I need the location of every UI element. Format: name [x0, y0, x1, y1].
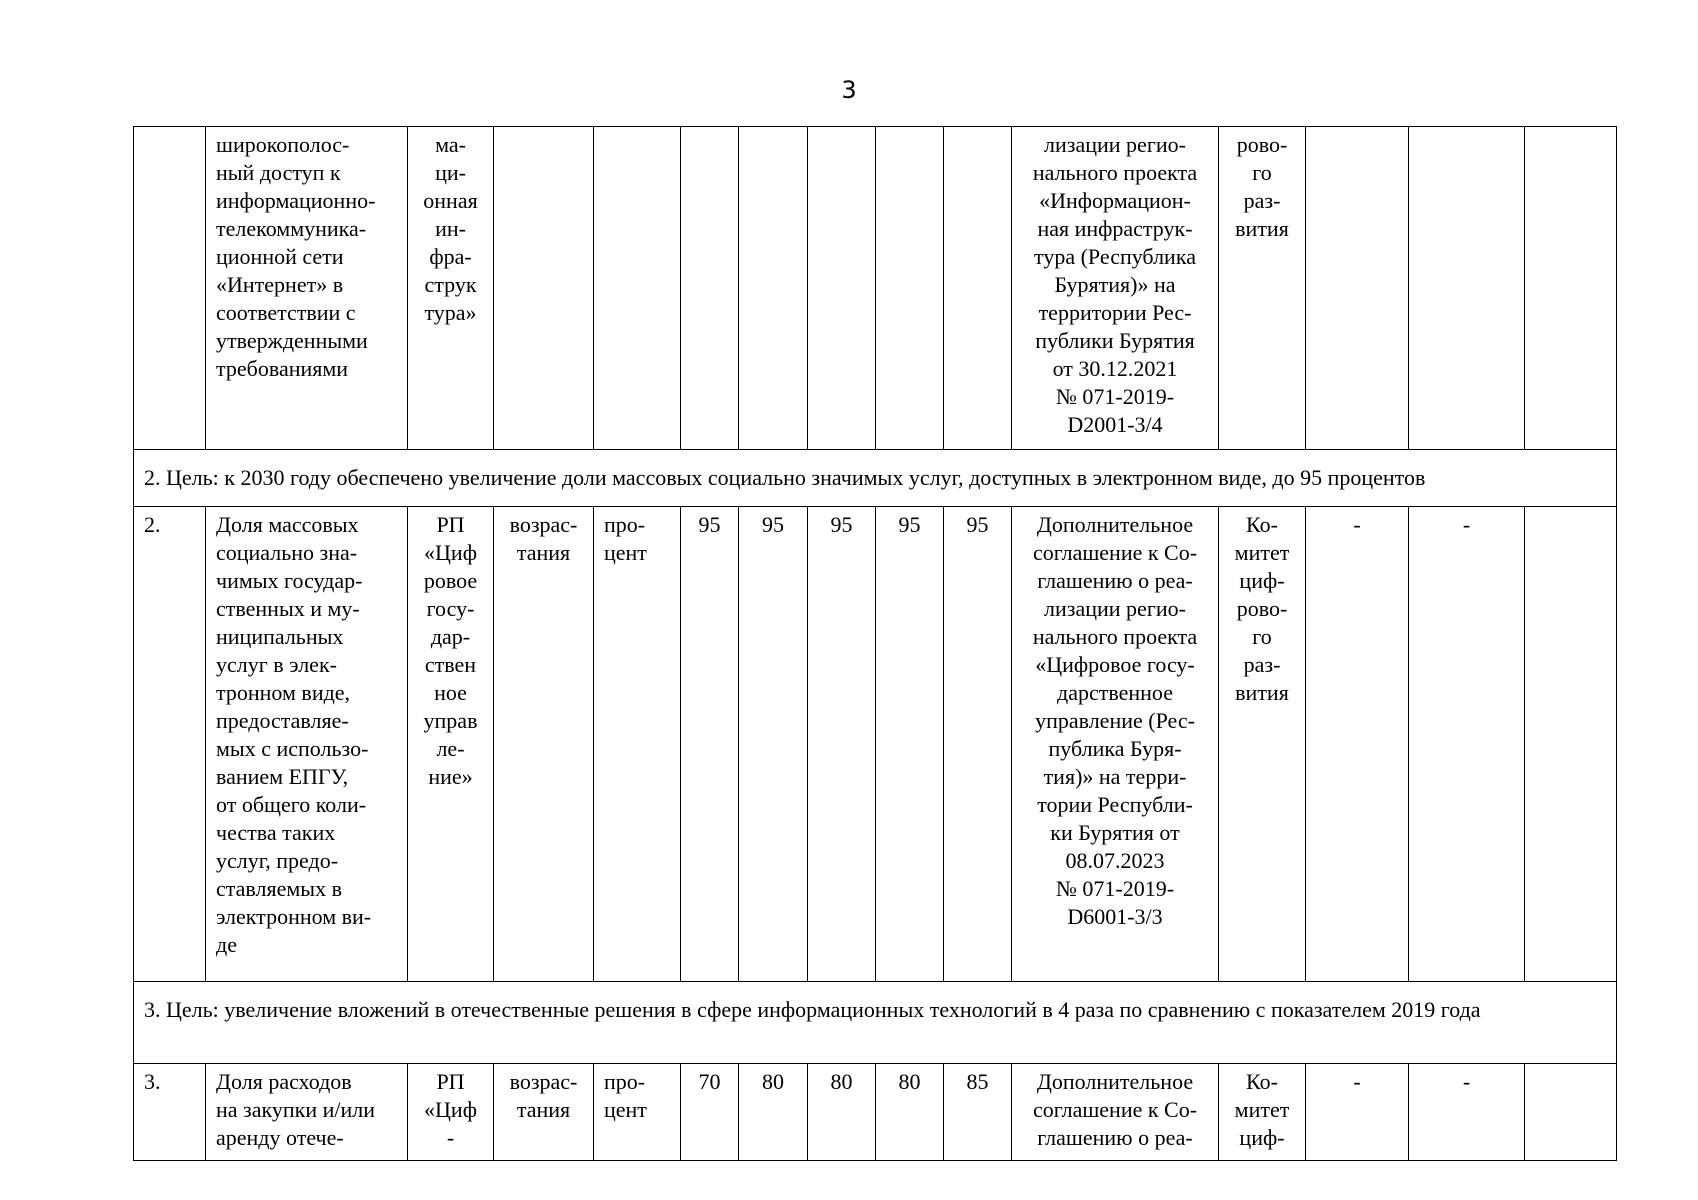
value-cell: [808, 127, 876, 450]
goal-row: [134, 450, 1617, 507]
goal-text: 2. Цель: к 2030 году обеспечено увеличение доли массовых социально значимых услуг, доступных в электронном виде, до 95 процентов: [134, 450, 1617, 507]
document-cell: Дополнительное соглашение к Со- глашению о реа-: [1012, 1064, 1219, 1161]
extra-cell: [1409, 127, 1525, 450]
value-cell: [739, 127, 808, 450]
value-cell: 95: [739, 507, 808, 982]
project-cell: РП «Циф ровое госу- дар- ствен ное управ ле- ние»: [408, 507, 494, 982]
table-row: [134, 507, 1617, 982]
value-cell: 95: [876, 507, 944, 982]
goal-text: 3. Цель: увеличение вложений в отечественные решения в сфере информационных технологий в 4 раза по сравнению с показателем 2019 года: [134, 982, 1617, 1064]
value-cell: [944, 127, 1012, 450]
value-cell: 95: [808, 507, 876, 982]
extra-cell: [1525, 507, 1617, 982]
extra-cell: [1525, 1064, 1617, 1161]
indicator-name-cell: Доля расходов на закупки и/или аренду отече-: [206, 1064, 408, 1161]
extra-cell: -: [1409, 1064, 1525, 1161]
value-cell: 80: [808, 1064, 876, 1161]
indicators-table: [133, 126, 1617, 1161]
value-cell: 85: [944, 1064, 1012, 1161]
indicator-name-cell: Доля массовых социально зна- чимых государ- ственных и му- ниципальных услуг в элек- тронном виде, предоставляе- мых с использо- ванием ЕПГУ, от общего коли- чества таких услуг, предо- ставляемых в электронном ви- де: [206, 507, 408, 982]
responsible-cell: рово- го раз- вития: [1219, 127, 1306, 450]
value-cell: [681, 127, 739, 450]
trend-cell: возрас- тания: [494, 507, 594, 982]
trend-cell: [494, 127, 594, 450]
responsible-cell: Ко- митет циф- рово- го раз- вития: [1219, 507, 1306, 982]
extra-cell: -: [1306, 507, 1409, 982]
trend-cell: возрас- тания: [494, 1064, 594, 1161]
value-cell: [876, 127, 944, 450]
row-number-cell: 2.: [134, 507, 206, 982]
table-row: [134, 127, 1617, 450]
indicator-name-cell: широкополос- ный доступ к информационно- телекоммуника- ционной сети «Интернет» в соответствии с утвержденными требованиями: [206, 127, 408, 450]
document-cell: лизации регио- нального проекта «Информацион- ная инфраструк- тура (Республика Бурятия)» на территории Рес- публики Бурятия от 30.12.2021 № 071-2019- D2001-3/4: [1012, 127, 1219, 450]
value-cell: 80: [876, 1064, 944, 1161]
unit-cell: [594, 127, 681, 450]
project-cell: РП «Циф -: [408, 1064, 494, 1161]
responsible-cell: Ко- митет циф-: [1219, 1064, 1306, 1161]
goal-row: [134, 982, 1617, 1064]
value-cell: 95: [681, 507, 739, 982]
value-cell: 95: [944, 507, 1012, 982]
row-number-cell: 3.: [134, 1064, 206, 1161]
unit-cell: про- цент: [594, 507, 681, 982]
extra-cell: [1525, 127, 1617, 450]
project-cell: ма- ци- онная ин- фра- струк тура»: [408, 127, 494, 450]
row-number-cell: [134, 127, 206, 450]
unit-cell: про- цент: [594, 1064, 681, 1161]
value-cell: 80: [739, 1064, 808, 1161]
value-cell: 70: [681, 1064, 739, 1161]
extra-cell: -: [1306, 1064, 1409, 1161]
extra-cell: [1306, 127, 1409, 450]
page-number: 3: [841, 76, 857, 104]
extra-cell: -: [1409, 507, 1525, 982]
document-cell: Дополнительное соглашение к Со- глашению о реа- лизации регио- нального проекта «Цифровое госу- дарственное управление (Рес- публика Буря- тия)» на терри- тории Республи- ки Бурятия от 08.07.2023 № 071-2019- D6001-3/3: [1012, 507, 1219, 982]
table-row: [134, 1064, 1617, 1161]
